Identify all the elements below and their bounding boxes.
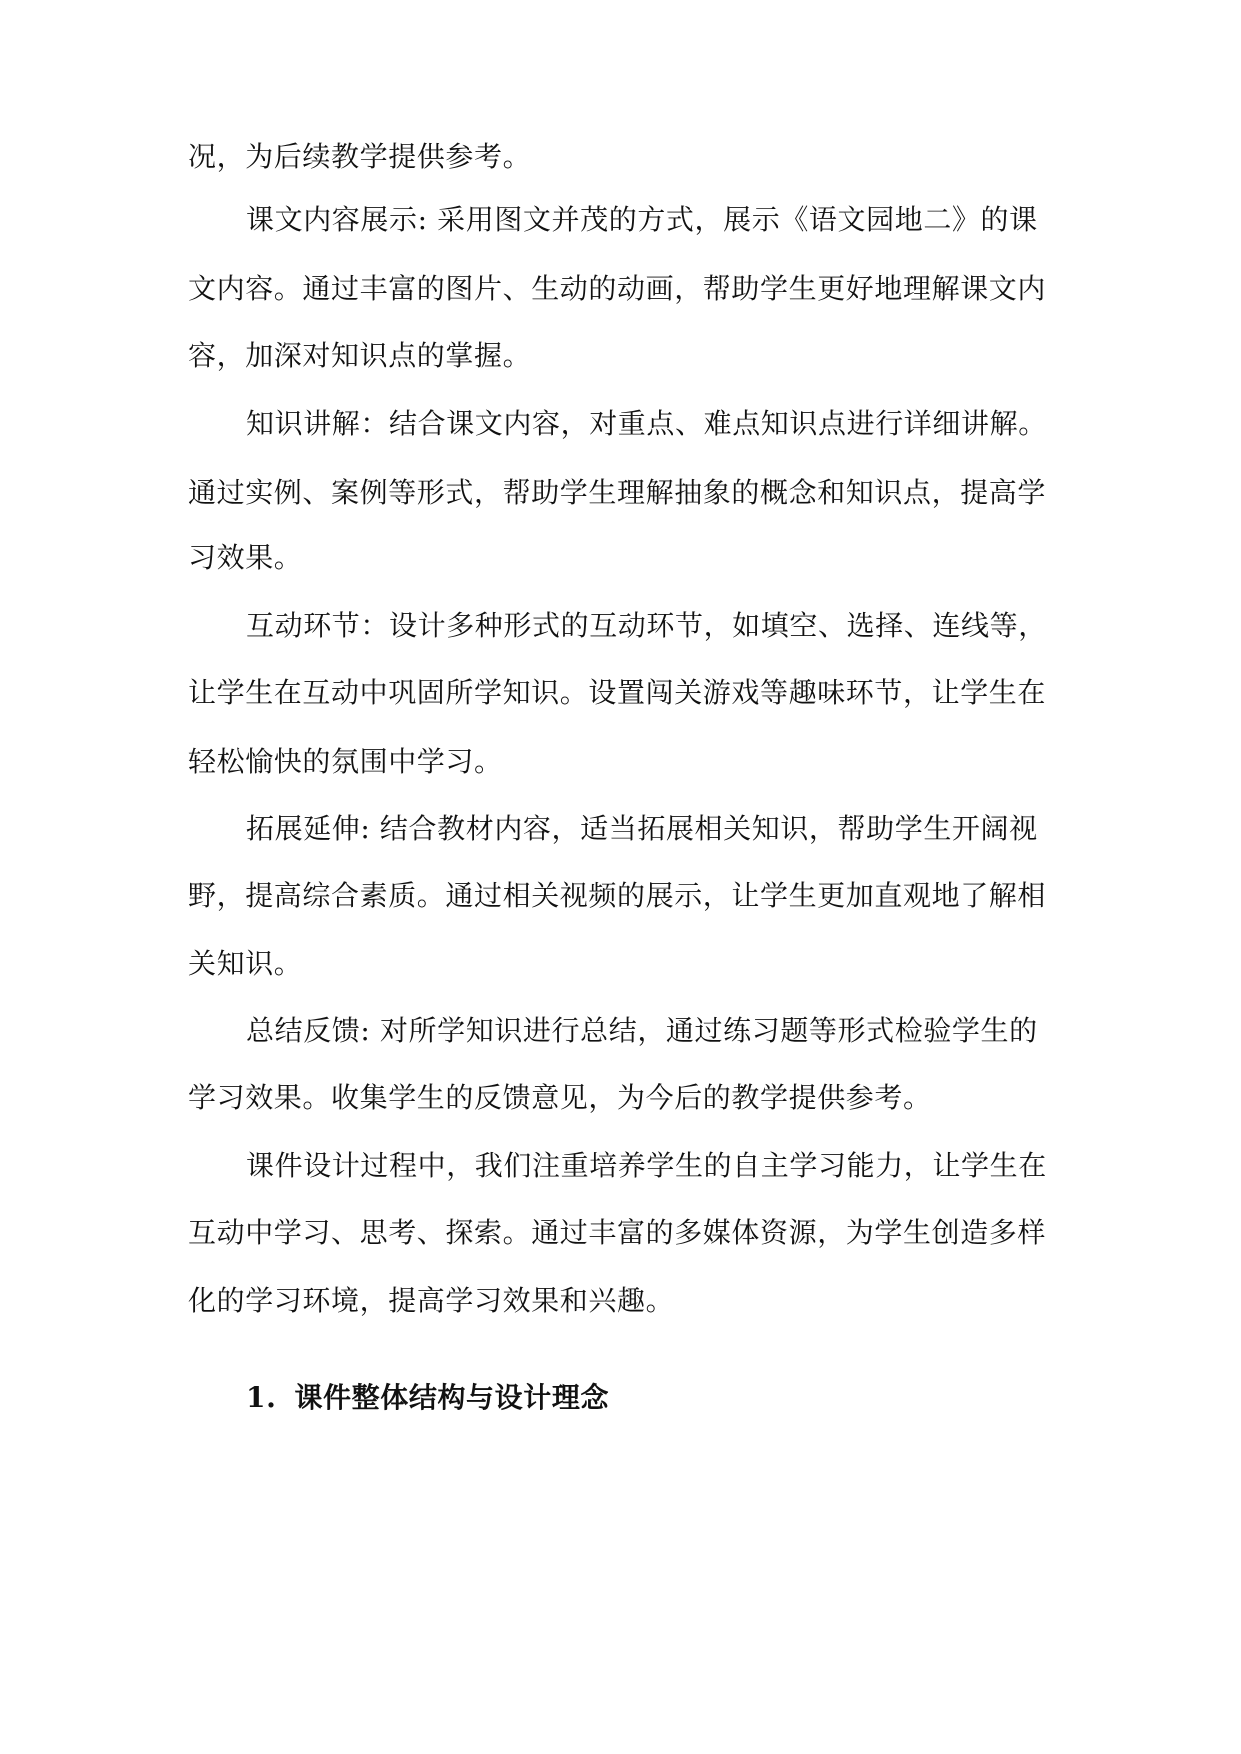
text-line: 况，为后续教学提供参考。 [188,140,532,173]
section-number: 1. [246,1381,277,1414]
text-line: 容，加深对知识点的掌握。 [188,339,532,372]
paragraph-knowledge-explanation: 知识讲解：结合课文内容，对重点、难点知识点进行详细讲解。 [246,407,1047,440]
paragraph-interaction: 互动环节：设计多种形式的互动环节，如填空、选择、连线等， [246,609,1047,642]
text-line: 野，提高综合素质。通过相关视频的展示，让学生更加直观地了解相 [188,879,1047,912]
text-line: 让学生在互动中巩固所学知识。设置闯关游戏等趣味环节，让学生在 [188,676,1047,709]
paragraph-extension: 拓展延伸: 结合教材内容，适当拓展相关知识，帮助学生开阔视 [246,812,1038,845]
paragraph-design-process: 课件设计过程中，我们注重培养学生的自主学习能力，让学生在 [246,1149,1047,1182]
text-line: 文内容。通过丰富的图片、生动的动画，帮助学生更好地理解课文内 [188,272,1047,305]
text-line: 互动中学习、思考、探索。通过丰富的多媒体资源，为学生创造多样 [188,1216,1047,1249]
paragraph-courseware-display: 课文内容展示: 采用图文并茂的方式，展示《语文园地二》的课 [246,203,1038,236]
paragraph-summary-feedback: 总结反馈: 对所学知识进行总结，通过练习题等形式检验学生的 [246,1014,1038,1047]
text-line: 化的学习环境，提高学习效果和兴趣。 [188,1284,675,1317]
section-title: 课件整体结构与设计理念 [294,1381,610,1414]
text-line: 习效果。 [188,541,303,574]
section-heading [246,1381,610,1414]
text-line: 学习效果。收集学生的反馈意见，为今后的教学提供参考。 [188,1081,932,1114]
text-line: 轻松愉快的氛围中学习。 [188,745,503,778]
text-line: 关知识。 [188,947,303,980]
text-line: 通过实例、案例等形式，帮助学生理解抽象的概念和知识点，提高学 [188,476,1047,509]
